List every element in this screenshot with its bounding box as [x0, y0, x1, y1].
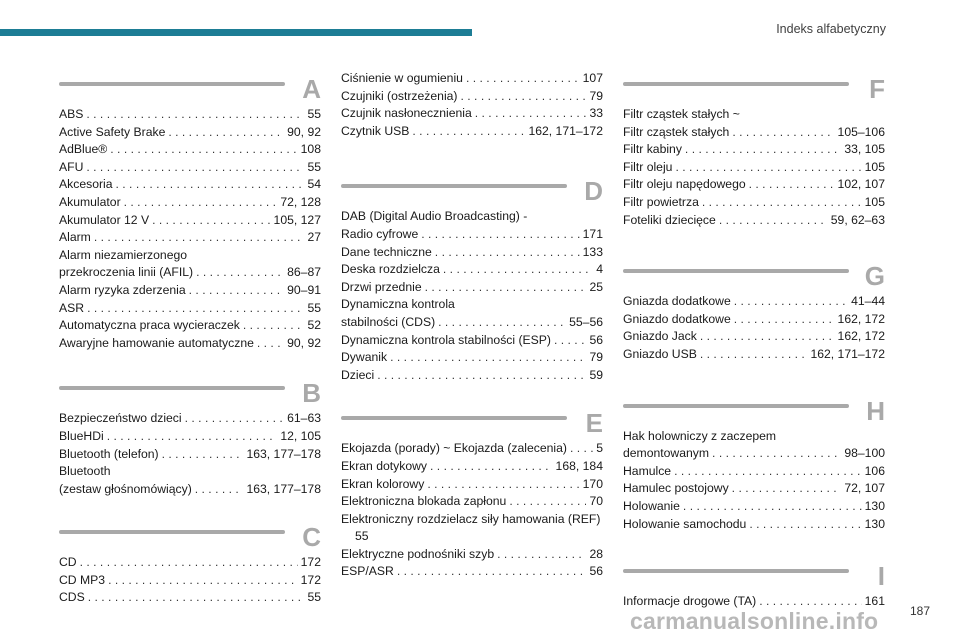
index-entry [623, 498, 885, 516]
entry-lead-line: Alarm niezamierzonego [59, 247, 188, 262]
index-entry [59, 572, 321, 590]
index-section [59, 380, 321, 498]
entry-pages: 56 [589, 332, 603, 347]
entry-pages: 98–100 [844, 446, 885, 461]
index-entry [59, 176, 321, 194]
entry-term: Dzieci [341, 367, 375, 382]
dot-leader [86, 159, 304, 177]
section-header [59, 76, 321, 106]
entry-term: Automatyczna praca wycieraczek [59, 318, 240, 333]
index-section [623, 395, 885, 534]
index-section [623, 76, 885, 229]
entry-lead-line: DAB (Digital Audio Broadcasting) - [341, 209, 528, 224]
index-entry [59, 410, 321, 428]
entry-pages: 133 [582, 244, 603, 259]
index-section [59, 76, 321, 352]
index-entry [341, 493, 603, 511]
index-entry [341, 70, 603, 88]
index-entry [341, 458, 603, 476]
dot-leader [475, 105, 587, 123]
index-entry [59, 159, 321, 177]
dot-leader [683, 498, 862, 516]
index-entry [623, 428, 885, 463]
index-entry [59, 428, 321, 446]
entry-pages: 56 [589, 564, 603, 579]
entry-pages: 172 [300, 572, 321, 587]
entry-pages: 28 [589, 546, 603, 561]
entry-term: Dywanik [341, 350, 388, 365]
entry-term: Czujnik nasłonecznienia [341, 106, 472, 121]
index-column-2 [341, 70, 603, 601]
dot-leader [168, 124, 284, 142]
entry-pages: 25 [589, 279, 603, 294]
dot-leader [749, 176, 835, 194]
dot-leader [195, 481, 244, 499]
entry-term: Bluetooth (telefon) [59, 446, 159, 461]
index-entry [59, 300, 321, 318]
entry-term: Akcesoria [59, 177, 113, 192]
section-header [623, 563, 885, 593]
index-entry [59, 194, 321, 212]
section-header [623, 263, 885, 293]
entry-term: demontowanym [623, 446, 710, 461]
entry-pages: 170 [582, 476, 603, 491]
index-entry [341, 440, 603, 458]
entry-pages: 33, 105 [844, 142, 885, 157]
index-entry [341, 208, 603, 243]
entry-pages: 33 [589, 106, 603, 121]
dot-leader [430, 458, 553, 476]
index-entry [341, 367, 603, 385]
section-header [623, 76, 885, 106]
entry-term: Foteliki dziecięce [623, 212, 716, 227]
index-entry [341, 88, 603, 106]
section-letter: I [877, 561, 885, 592]
dot-leader [108, 572, 298, 590]
entry-pages: 90, 92 [287, 335, 321, 350]
entry-pages: 72, 128 [280, 194, 321, 209]
dot-leader [685, 141, 841, 159]
entry-term: Ekran dotykowy [341, 458, 428, 473]
index-entry [59, 589, 321, 607]
entry-term: Hamulce [623, 463, 672, 478]
index-entry [341, 244, 603, 262]
section-rule [59, 386, 285, 390]
dot-leader [185, 410, 284, 428]
dot-leader [110, 141, 297, 159]
entry-term: Awaryjne hamowanie automatyczne [59, 335, 254, 350]
dot-leader [712, 445, 841, 463]
dot-leader [397, 563, 587, 581]
entry-term: Filtr oleju napędowego [623, 177, 746, 192]
index-entry [623, 516, 885, 534]
index-entry [623, 159, 885, 177]
index-entry [59, 212, 321, 230]
dot-leader [86, 106, 304, 124]
dot-leader [189, 282, 284, 300]
entry-pages: 168, 184 [555, 458, 603, 473]
dot-leader [427, 476, 579, 494]
entry-term: Dynamiczna kontrola stabilności (ESP) [341, 332, 551, 347]
index-entry [341, 261, 603, 279]
dot-leader [461, 88, 587, 106]
entry-term: Deska rozdzielcza [341, 262, 440, 277]
entry-term: Gniazda dodatkowe [623, 294, 731, 309]
index-entry [59, 554, 321, 572]
dot-leader [509, 493, 586, 511]
entry-pages: 61–63 [287, 411, 321, 426]
entry-pages: 55 [307, 300, 321, 315]
entry-pages: 130 [864, 498, 885, 513]
entry-pages: 105–106 [837, 124, 885, 139]
entry-pages: 72, 107 [844, 481, 885, 496]
section-rule [623, 82, 849, 86]
entry-term: Gniazdo USB [623, 346, 697, 361]
dot-leader [734, 311, 835, 329]
entry-pages: 108 [300, 142, 321, 157]
entry-term: Filtr cząstek stałych [623, 124, 730, 139]
entry-term: Alarm [59, 230, 91, 245]
dot-leader [116, 176, 305, 194]
dot-leader [377, 367, 586, 385]
dot-leader [435, 244, 580, 262]
index-entry [623, 194, 885, 212]
entry-pages: 163, 177–178 [246, 446, 321, 461]
entry-term: CD [59, 555, 77, 570]
index-entry [341, 296, 603, 331]
entry-term: Informacje drogowe (TA) [623, 594, 757, 609]
entry-pages: 163, 177–178 [246, 481, 321, 496]
dot-leader [107, 428, 278, 446]
dot-leader [438, 314, 566, 332]
index-entry [623, 176, 885, 194]
dot-leader [243, 317, 305, 335]
dot-leader [719, 212, 828, 230]
entry-pages: 90–91 [287, 282, 321, 297]
entry-term: Akumulator 12 V [59, 212, 150, 227]
dot-leader [80, 554, 298, 572]
watermark: carmanualsonline.info [630, 608, 879, 634]
section-header [59, 380, 321, 410]
entry-pages: 54 [307, 177, 321, 192]
section-rule [623, 404, 849, 408]
entry-pages: 52 [307, 318, 321, 333]
index-section [623, 563, 885, 611]
entry-term: Bezpieczeństwo dzieci [59, 411, 182, 426]
section-rule [623, 569, 849, 573]
entry-pages: 105 [864, 194, 885, 209]
dot-leader [88, 589, 305, 607]
index-column-3 [623, 76, 885, 641]
index-section [59, 524, 321, 607]
index-section [341, 410, 603, 581]
index-section [341, 178, 603, 384]
dot-leader [732, 480, 842, 498]
entry-term: Drzwi przednie [341, 279, 422, 294]
index-entry [341, 546, 603, 564]
entry-term: Alarm ryzyka zderzenia [59, 282, 186, 297]
section-letter: F [869, 74, 885, 104]
section-letter: E [585, 408, 603, 439]
dot-leader [734, 293, 848, 311]
entry-pages: 86–87 [287, 265, 321, 280]
index-entry [341, 105, 603, 123]
index-entry [623, 106, 885, 141]
entry-term: ESP/ASR [341, 564, 394, 579]
index-entry [341, 476, 603, 494]
entry-term: BlueHDi [59, 428, 104, 443]
entry-pages: 5 [596, 441, 603, 456]
index-entry [341, 279, 603, 297]
entry-pages: 106 [864, 463, 885, 478]
index-entry [341, 332, 603, 350]
dot-leader [87, 300, 304, 318]
entry-pages: 70 [589, 494, 603, 509]
entry-term: Filtr oleju [623, 159, 673, 174]
index-entry [623, 311, 885, 329]
entry-term: Holowanie samochodu [623, 516, 747, 531]
section-rule [59, 82, 285, 86]
entry-term: Hamulec postojowy [623, 481, 729, 496]
entry-term: AFU [59, 159, 84, 174]
index-entry [59, 247, 321, 282]
entry-term: Elektroniczny rozdzielacz siły hamowania (REF) [341, 511, 601, 526]
entry-term: przekroczenia linii (AFIL) [59, 265, 194, 280]
entry-pages: 55–56 [569, 314, 603, 329]
index-section [623, 263, 885, 363]
entry-pages: 162, 171–172 [810, 346, 885, 361]
entry-term: ABS [59, 107, 84, 121]
dot-leader [700, 346, 808, 364]
section-letter: G [864, 261, 885, 292]
dot-leader [124, 194, 278, 212]
entry-pages: 55 [307, 590, 321, 605]
index-entry [59, 335, 321, 353]
entry-pages: 162, 171–172 [528, 123, 603, 138]
entry-term: stabilności (CDS) [341, 314, 436, 329]
entry-term: Holowanie [623, 498, 680, 513]
index-entry [59, 106, 321, 124]
entry-pages: 59, 62–63 [830, 212, 885, 227]
dot-leader [412, 123, 525, 141]
entry-term: Akumulator [59, 194, 121, 209]
page-header-title: Indeks alfabetyczny [776, 22, 886, 36]
index-entry [59, 446, 321, 464]
index-entry [341, 511, 603, 546]
entry-pages: 27 [307, 230, 321, 245]
entry-term: Filtr kabiny [623, 142, 682, 157]
section-letter: A [302, 74, 321, 104]
section-rule [341, 184, 567, 188]
entry-lead-line: Hak holowniczy z zaczepem [623, 428, 777, 443]
section-header [59, 524, 321, 554]
dot-leader [570, 440, 593, 458]
entry-term: (zestaw głośnomówiący) [59, 481, 192, 496]
index-entry [59, 317, 321, 335]
index-entry [623, 293, 885, 311]
entry-term: CDS [59, 590, 85, 605]
section-letter: C [302, 522, 321, 553]
entry-term: Ciśnienie w ogumieniu [341, 71, 463, 85]
entry-term: AdBlue® [59, 142, 108, 157]
entry-term: Filtr powietrza [623, 194, 699, 209]
entry-term: Gniazdo Jack [623, 329, 697, 344]
section-letter: B [302, 378, 321, 409]
dot-leader [94, 229, 305, 247]
dot-leader [162, 446, 244, 464]
entry-pages: 55 [307, 159, 321, 174]
entry-pages: 79 [589, 88, 603, 103]
dot-leader [554, 332, 586, 350]
section-letter: H [866, 395, 885, 426]
index-entry [623, 328, 885, 346]
entry-pages: 105, 127 [273, 212, 321, 227]
dot-leader [425, 279, 587, 297]
entry-term: Czujniki (ostrzeżenia) [341, 88, 458, 103]
entry-term: Ekojazda (porady) ~ Ekojazda (zalecenia) [341, 441, 567, 456]
entry-pages: 105 [864, 159, 885, 174]
dot-leader [749, 516, 861, 534]
entry-pages: 102, 107 [837, 177, 885, 192]
header-accent-bar [0, 29, 472, 36]
entry-term: Elektroniczna blokada zapłonu [341, 494, 507, 509]
entry-pages: 90, 92 [287, 124, 321, 139]
dot-leader [497, 546, 586, 564]
section-header [341, 410, 603, 440]
section-letter: D [584, 176, 603, 207]
section-header [341, 178, 603, 208]
dot-leader [152, 212, 270, 230]
entry-pages: 107 [582, 71, 603, 85]
index-entry [59, 141, 321, 159]
dot-leader [257, 335, 284, 353]
index-entry [623, 480, 885, 498]
entry-term: CD MP3 [59, 572, 106, 587]
entry-pages: 172 [300, 555, 321, 570]
dot-leader [466, 70, 580, 88]
entry-pages: 55 [307, 107, 321, 121]
dot-leader [700, 328, 835, 346]
entry-term: Gniazdo dodatkowe [623, 311, 731, 326]
index-entry [623, 141, 885, 159]
index-entry [59, 229, 321, 247]
dot-leader [675, 159, 861, 177]
index-entry [623, 346, 885, 364]
section-rule [59, 530, 285, 534]
dot-leader [390, 349, 586, 367]
entry-pages: 59 [589, 367, 603, 382]
entry-lead-line: Dynamiczna kontrola [341, 297, 455, 312]
page-number: 187 [909, 604, 930, 618]
entry-pages: 162, 172 [837, 329, 885, 344]
entry-term: Ekran kolorowy [341, 476, 425, 491]
entry-term: Dane techniczne [341, 244, 432, 259]
index-column-1 [59, 76, 321, 627]
index-entry [341, 563, 603, 581]
index-section [341, 70, 603, 140]
entry-pages: 41–44 [851, 294, 885, 309]
dot-leader [443, 261, 593, 279]
entry-term: Elektryczne podnośniki szyb [341, 546, 495, 561]
entry-pages: 79 [589, 350, 603, 365]
entry-lead-line: Filtr cząstek stałych ~ [623, 107, 740, 121]
index-entry [623, 463, 885, 481]
index-entry [623, 212, 885, 230]
dot-leader [674, 463, 862, 481]
entry-pages: 171 [582, 226, 603, 241]
entry-pages: 130 [864, 516, 885, 531]
index-entry [59, 463, 321, 498]
index-entry [59, 124, 321, 142]
section-rule [623, 269, 849, 273]
entry-term: Radio cyfrowe [341, 226, 419, 241]
dot-leader [702, 194, 862, 212]
entry-term: Active Safety Brake [59, 124, 166, 139]
dot-leader [732, 124, 834, 142]
entry-pages: 161 [864, 594, 885, 609]
section-rule [341, 416, 567, 420]
index-entry [59, 282, 321, 300]
entry-term: ASR [59, 300, 85, 315]
entry-pages: 4 [596, 262, 603, 277]
index-entry [341, 349, 603, 367]
entry-pages: 162, 172 [837, 311, 885, 326]
section-header [623, 395, 885, 428]
entry-term: Czytnik USB [341, 123, 410, 138]
index-entry [341, 123, 603, 141]
dot-leader [196, 264, 284, 282]
entry-lead-line: Bluetooth [59, 464, 111, 479]
entry-pages: 12, 105 [280, 428, 321, 443]
entry-pages: 55 [355, 529, 369, 544]
dot-leader [421, 226, 579, 244]
